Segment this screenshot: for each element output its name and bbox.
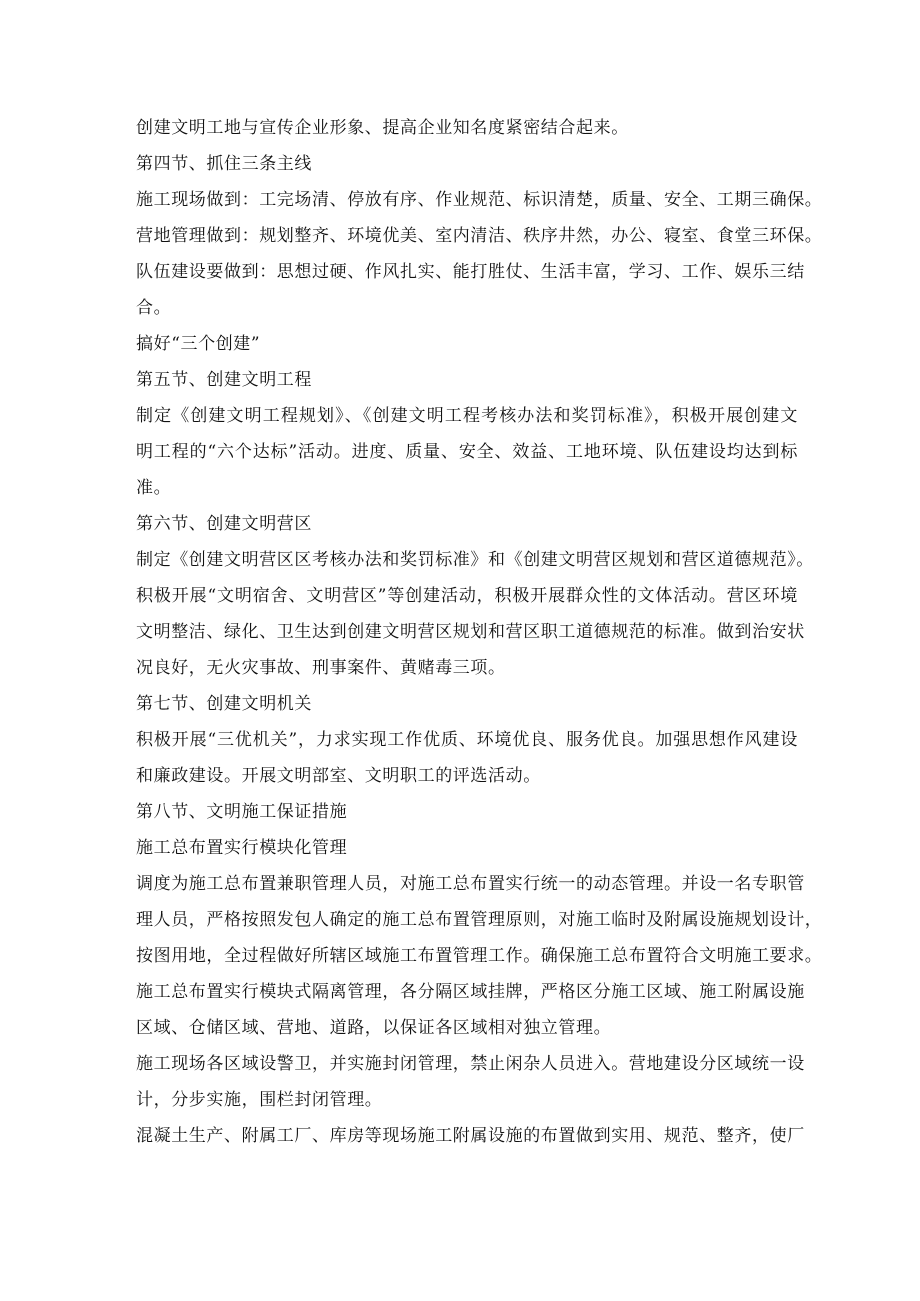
- section-heading: 第五节、创建文明工程: [136, 370, 312, 390]
- text-line: 施工现场做到：工完场清、停放有序、作业规范、标识清楚，质量、安全、工期三确保。: [136, 190, 823, 210]
- text-line: 按图用地，全过程做好所辖区域施工布置管理工作。确保施工总布置符合文明施工要求。: [136, 946, 823, 966]
- text-line: 况良好，无火灾事故、刑事案件、黄赌毒三项。: [136, 658, 506, 678]
- subheading: 搞好“三个创建”: [136, 334, 261, 354]
- text-line: 制定《创建文明工程规划》、《创建文明工程考核办法和奖罚标准》，积极开展创建文: [136, 406, 798, 426]
- text-line: 积极开展“三优机关”，力求实现工作优质、环境优良、服务优良。加强思想作风建设: [136, 730, 798, 750]
- section-heading: 第六节、创建文明营区: [136, 514, 312, 534]
- document-page: [136, 110, 823, 1154]
- text-line: 明工程的“六个达标”活动。进度、质量、安全、效益、工地环境、队伍建设均达到标: [136, 442, 798, 462]
- section-heading: 第四节、抓住三条主线: [136, 154, 312, 174]
- text-line: 营地管理做到：规划整齐、环境优美、室内清洁、秩序井然，办公、寝室、食堂三环保。: [136, 226, 823, 246]
- text-line: 队伍建设要做到：思想过硬、作风扎实、能打胜仗、生活丰富，学习、工作、娱乐三结: [136, 262, 805, 282]
- text-line: 准。: [136, 478, 172, 498]
- subheading: 施工总布置实行模块化管理: [136, 838, 348, 858]
- text-line: 文明整洁、绿化、卫生达到创建文明营区规划和营区职工道德规范的标准。做到治安状: [136, 622, 805, 642]
- text-line: 调度为施工总布置兼职管理人员，对施工总布置实行统一的动态管理。并设一名专职管: [136, 874, 805, 894]
- text-line: 和廉政建设。开展文明部室、文明职工的评选活动。: [136, 766, 541, 786]
- text-line: 创建文明工地与宣传企业形象、提高企业知名度紧密结合起来。: [136, 118, 629, 138]
- text-line: 施工总布置实行模块式隔离管理，各分隔区域挂牌，严格区分施工区域、施工附属设施: [136, 982, 805, 1002]
- text-line: 施工现场各区域设警卫，并实施封闭管理，禁止闲杂人员进入。营地建设分区域统一设: [136, 1054, 805, 1074]
- text-line: 计，分步实施，围栏封闭管理。: [136, 1090, 383, 1110]
- text-line: 理人员，严格按照发包人确定的施工总布置管理原则，对施工临时及附属设施规划设计，: [136, 910, 823, 930]
- section-heading: 第八节、文明施工保证措施: [136, 802, 348, 822]
- text-line: 积极开展“文明宿舍、文明营区”等创建活动，积极开展群众性的文体活动。营区环境: [136, 586, 798, 606]
- text-line: 区域、仓储区域、营地、道路，以保证各区域相对独立管理。: [136, 1018, 612, 1038]
- text-line: 制定《创建文明营区区考核办法和奖罚标准》和《创建文明营区规划和营区道德规范》。: [136, 550, 814, 570]
- text-line: 合。: [136, 298, 172, 318]
- text-line: 混凝土生产、附属工厂、库房等现场施工附属设施的布置做到实用、规范、整齐，使厂: [136, 1126, 805, 1146]
- section-heading: 第七节、创建文明机关: [136, 694, 312, 714]
